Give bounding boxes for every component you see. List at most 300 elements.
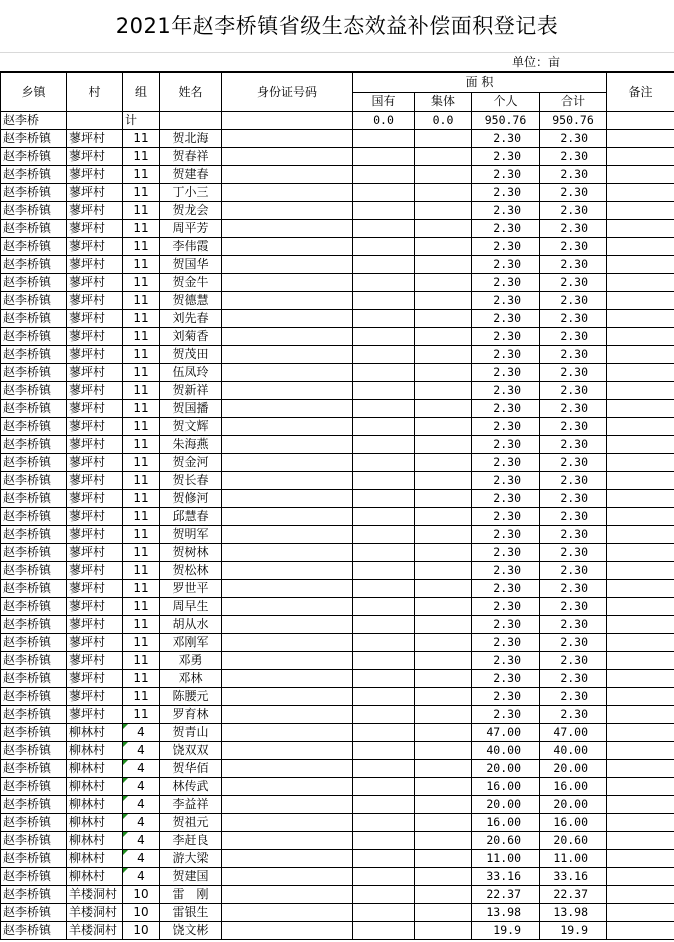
id-number-cell	[222, 310, 353, 328]
note-cell	[607, 886, 674, 904]
personal-area-cell: 16.00	[472, 814, 540, 832]
collective-area-cell	[415, 274, 472, 292]
note-cell	[607, 436, 674, 454]
note-cell	[607, 616, 674, 634]
state-area-cell	[353, 580, 415, 598]
id-number-cell	[222, 616, 353, 634]
personal-area-cell: 2.30	[472, 364, 540, 382]
name-cell: 雷 刚	[160, 886, 222, 904]
table-row	[1, 670, 674, 688]
state-area-cell	[353, 616, 415, 634]
total-area-cell: 2.30	[540, 562, 607, 580]
town-cell: 赵李桥镇	[1, 544, 67, 562]
state-area-cell	[353, 148, 415, 166]
table-row	[1, 274, 674, 292]
total-area-cell: 2.30	[540, 454, 607, 472]
id-number-cell	[222, 598, 353, 616]
table-row	[1, 886, 674, 904]
table-row	[1, 544, 674, 562]
group-cell: 11	[123, 184, 160, 202]
table-row	[1, 130, 674, 148]
total-area-cell: 2.30	[540, 148, 607, 166]
personal-area-cell: 2.30	[472, 508, 540, 526]
village-cell: 柳林村	[67, 850, 123, 868]
header-personal: 个人	[472, 92, 540, 112]
personal-area-cell: 20.00	[472, 760, 540, 778]
id-number-cell	[222, 634, 353, 652]
group-cell: 4	[123, 868, 160, 886]
name-cell: 贺建春	[160, 166, 222, 184]
town-cell: 赵李桥镇	[1, 472, 67, 490]
table-row	[1, 202, 674, 220]
group-cell: 11	[123, 670, 160, 688]
collective-area-cell	[415, 724, 472, 742]
town-cell: 赵李桥镇	[1, 274, 67, 292]
total-area-cell: 2.30	[540, 310, 607, 328]
personal-area-cell: 2.30	[472, 148, 540, 166]
table-row	[1, 400, 674, 418]
total-area-cell: 33.16	[540, 868, 607, 886]
id-number-cell	[222, 238, 353, 256]
town-cell: 赵李桥镇	[1, 454, 67, 472]
village-cell: 蓼坪村	[67, 598, 123, 616]
total-area-cell: 2.30	[540, 670, 607, 688]
state-area-cell	[353, 886, 415, 904]
name-cell: 邓勇	[160, 652, 222, 670]
personal-area-cell: 2.30	[472, 382, 540, 400]
total-area-cell: 2.30	[540, 544, 607, 562]
total-area-cell: 2.30	[540, 292, 607, 310]
table-row	[1, 598, 674, 616]
state-area-cell	[353, 256, 415, 274]
state-area-cell	[353, 742, 415, 760]
note-cell	[607, 778, 674, 796]
id-number-cell	[222, 526, 353, 544]
village-cell: 蓼坪村	[67, 544, 123, 562]
group-cell: 11	[123, 382, 160, 400]
collective-area-cell	[415, 256, 472, 274]
town-cell: 赵李桥镇	[1, 688, 67, 706]
table-row	[1, 310, 674, 328]
group-cell: 4	[123, 778, 160, 796]
name-cell: 罗育林	[160, 706, 222, 724]
note-cell	[607, 796, 674, 814]
name-cell: 贺松林	[160, 562, 222, 580]
summary-total: 950.76	[540, 112, 607, 130]
note-cell	[607, 688, 674, 706]
note-cell	[607, 148, 674, 166]
note-cell	[607, 220, 674, 238]
group-cell: 11	[123, 256, 160, 274]
town-cell: 赵李桥镇	[1, 562, 67, 580]
town-cell: 赵李桥镇	[1, 310, 67, 328]
personal-area-cell: 22.37	[472, 886, 540, 904]
group-cell: 11	[123, 148, 160, 166]
note-cell	[607, 634, 674, 652]
personal-area-cell: 20.60	[472, 832, 540, 850]
group-cell: 11	[123, 130, 160, 148]
village-cell: 蓼坪村	[67, 202, 123, 220]
name-cell: 周早生	[160, 598, 222, 616]
personal-area-cell: 33.16	[472, 868, 540, 886]
name-cell: 饶双双	[160, 742, 222, 760]
table-row	[1, 238, 674, 256]
group-cell: 10	[123, 904, 160, 922]
id-number-cell	[222, 706, 353, 724]
table-row	[1, 418, 674, 436]
table-row	[1, 382, 674, 400]
note-cell	[607, 706, 674, 724]
personal-area-cell: 40.00	[472, 742, 540, 760]
total-area-cell: 2.30	[540, 652, 607, 670]
note-cell	[607, 904, 674, 922]
group-cell: 4	[123, 742, 160, 760]
town-cell: 赵李桥镇	[1, 580, 67, 598]
personal-area-cell: 2.30	[472, 130, 540, 148]
town-cell: 赵李桥镇	[1, 418, 67, 436]
group-cell: 11	[123, 652, 160, 670]
name-cell: 李赶良	[160, 832, 222, 850]
state-area-cell	[353, 526, 415, 544]
village-cell: 蓼坪村	[67, 526, 123, 544]
note-cell	[607, 526, 674, 544]
name-cell: 贺青山	[160, 724, 222, 742]
note-cell	[607, 652, 674, 670]
name-cell: 贺文辉	[160, 418, 222, 436]
collective-area-cell	[415, 364, 472, 382]
id-number-cell	[222, 436, 353, 454]
total-area-cell: 2.30	[540, 346, 607, 364]
table-row	[1, 364, 674, 382]
collective-area-cell	[415, 544, 472, 562]
personal-area-cell: 2.30	[472, 616, 540, 634]
collective-area-cell	[415, 130, 472, 148]
collective-area-cell	[415, 778, 472, 796]
table-row	[1, 436, 674, 454]
village-cell: 蓼坪村	[67, 688, 123, 706]
personal-area-cell: 2.30	[472, 562, 540, 580]
state-area-cell	[353, 544, 415, 562]
note-cell	[607, 418, 674, 436]
table-row	[1, 616, 674, 634]
village-cell: 蓼坪村	[67, 148, 123, 166]
village-cell: 蓼坪村	[67, 328, 123, 346]
town-cell: 赵李桥镇	[1, 202, 67, 220]
collective-area-cell	[415, 814, 472, 832]
id-number-cell	[222, 400, 353, 418]
table-row	[1, 760, 674, 778]
id-number-cell	[222, 760, 353, 778]
name-cell: 贺建国	[160, 868, 222, 886]
town-cell: 赵李桥镇	[1, 364, 67, 382]
state-area-cell	[353, 418, 415, 436]
personal-area-cell: 2.30	[472, 184, 540, 202]
group-cell: 11	[123, 238, 160, 256]
id-number-cell	[222, 184, 353, 202]
note-cell	[607, 454, 674, 472]
town-cell: 赵李桥镇	[1, 706, 67, 724]
note-cell	[607, 328, 674, 346]
state-area-cell	[353, 310, 415, 328]
name-cell: 贺新祥	[160, 382, 222, 400]
name-cell: 林传武	[160, 778, 222, 796]
registration-table	[0, 72, 674, 940]
group-cell: 11	[123, 418, 160, 436]
village-cell: 蓼坪村	[67, 670, 123, 688]
group-cell: 4	[123, 724, 160, 742]
note-cell	[607, 166, 674, 184]
table-row	[1, 832, 674, 850]
group-cell: 11	[123, 220, 160, 238]
collective-area-cell	[415, 400, 472, 418]
note-cell	[607, 850, 674, 868]
note-cell	[607, 292, 674, 310]
collective-area-cell	[415, 508, 472, 526]
collective-area-cell	[415, 742, 472, 760]
town-cell: 赵李桥镇	[1, 868, 67, 886]
collective-area-cell	[415, 526, 472, 544]
header-collective: 集体	[415, 92, 472, 112]
collective-area-cell	[415, 904, 472, 922]
total-area-cell: 2.30	[540, 490, 607, 508]
note-cell	[607, 184, 674, 202]
name-cell: 朱海燕	[160, 436, 222, 454]
collective-area-cell	[415, 490, 472, 508]
total-area-cell: 2.30	[540, 256, 607, 274]
state-area-cell	[353, 166, 415, 184]
personal-area-cell: 2.30	[472, 328, 540, 346]
collective-area-cell	[415, 922, 472, 940]
group-cell: 4	[123, 760, 160, 778]
group-cell: 11	[123, 346, 160, 364]
id-number-cell	[222, 202, 353, 220]
group-cell: 11	[123, 436, 160, 454]
collective-area-cell	[415, 220, 472, 238]
name-cell: 周平芳	[160, 220, 222, 238]
village-cell: 蓼坪村	[67, 436, 123, 454]
summary-collective: 0.0	[415, 112, 472, 130]
town-cell: 赵李桥镇	[1, 526, 67, 544]
village-cell: 蓼坪村	[67, 346, 123, 364]
town-cell: 赵李桥镇	[1, 922, 67, 940]
village-cell: 蓼坪村	[67, 562, 123, 580]
state-area-cell	[353, 220, 415, 238]
name-cell: 贺修河	[160, 490, 222, 508]
state-area-cell	[353, 202, 415, 220]
id-number-cell	[222, 274, 353, 292]
header-note: 备注	[607, 73, 674, 112]
total-area-cell: 11.00	[540, 850, 607, 868]
name-cell: 贺德慧	[160, 292, 222, 310]
total-area-cell: 2.30	[540, 436, 607, 454]
note-cell	[607, 490, 674, 508]
collective-area-cell	[415, 760, 472, 778]
name-cell: 贺金牛	[160, 274, 222, 292]
table-row	[1, 490, 674, 508]
group-cell: 11	[123, 202, 160, 220]
collective-area-cell	[415, 706, 472, 724]
summary-state: 0.0	[353, 112, 415, 130]
village-cell: 柳林村	[67, 868, 123, 886]
state-area-cell	[353, 346, 415, 364]
village-cell: 蓼坪村	[67, 454, 123, 472]
collective-area-cell	[415, 562, 472, 580]
group-cell: 11	[123, 544, 160, 562]
name-cell: 贺长春	[160, 472, 222, 490]
group-cell: 11	[123, 292, 160, 310]
id-number-cell	[222, 724, 353, 742]
group-cell: 11	[123, 634, 160, 652]
village-cell: 蓼坪村	[67, 184, 123, 202]
name-cell: 邓林	[160, 670, 222, 688]
id-number-cell	[222, 778, 353, 796]
collective-area-cell	[415, 580, 472, 598]
town-cell: 赵李桥镇	[1, 742, 67, 760]
personal-area-cell: 47.00	[472, 724, 540, 742]
note-cell	[607, 202, 674, 220]
table-row	[1, 814, 674, 832]
total-area-cell: 2.30	[540, 472, 607, 490]
state-area-cell	[353, 796, 415, 814]
collective-area-cell	[415, 472, 472, 490]
note-cell	[607, 760, 674, 778]
id-number-cell	[222, 508, 353, 526]
group-cell: 11	[123, 166, 160, 184]
village-cell: 蓼坪村	[67, 652, 123, 670]
town-cell: 赵李桥镇	[1, 724, 67, 742]
table-row	[1, 562, 674, 580]
total-area-cell: 2.30	[540, 184, 607, 202]
id-number-cell	[222, 166, 353, 184]
group-cell: 11	[123, 580, 160, 598]
name-cell: 贺龙会	[160, 202, 222, 220]
town-cell: 赵李桥镇	[1, 148, 67, 166]
group-cell: 11	[123, 490, 160, 508]
personal-area-cell: 2.30	[472, 598, 540, 616]
village-cell: 蓼坪村	[67, 364, 123, 382]
name-cell: 贺北海	[160, 130, 222, 148]
total-area-cell: 19.9	[540, 922, 607, 940]
note-cell	[607, 544, 674, 562]
personal-area-cell: 2.30	[472, 310, 540, 328]
total-area-cell: 22.37	[540, 886, 607, 904]
id-number-cell	[222, 814, 353, 832]
town-cell: 赵李桥镇	[1, 760, 67, 778]
collective-area-cell	[415, 868, 472, 886]
note-cell	[607, 598, 674, 616]
table-row	[1, 346, 674, 364]
table-row	[1, 526, 674, 544]
group-cell: 11	[123, 328, 160, 346]
state-area-cell	[353, 490, 415, 508]
unit-label: 单位：亩	[512, 55, 561, 69]
name-cell: 邱慧春	[160, 508, 222, 526]
collective-area-cell	[415, 184, 472, 202]
total-area-cell: 2.30	[540, 364, 607, 382]
name-cell: 胡从水	[160, 616, 222, 634]
group-cell: 11	[123, 598, 160, 616]
collective-area-cell	[415, 796, 472, 814]
village-cell: 柳林村	[67, 724, 123, 742]
note-cell	[607, 382, 674, 400]
collective-area-cell	[415, 598, 472, 616]
collective-area-cell	[415, 886, 472, 904]
table-row	[1, 724, 674, 742]
name-cell: 刘先春	[160, 310, 222, 328]
village-cell: 蓼坪村	[67, 220, 123, 238]
state-area-cell	[353, 670, 415, 688]
group-cell: 10	[123, 886, 160, 904]
id-number-cell	[222, 130, 353, 148]
personal-area-cell: 2.30	[472, 346, 540, 364]
total-area-cell: 47.00	[540, 724, 607, 742]
header-id-number: 身份证号码	[222, 73, 353, 112]
name-cell: 贺茂田	[160, 346, 222, 364]
id-number-cell	[222, 850, 353, 868]
personal-area-cell: 19.9	[472, 922, 540, 940]
town-cell: 赵李桥镇	[1, 220, 67, 238]
id-number-cell	[222, 148, 353, 166]
collective-area-cell	[415, 166, 472, 184]
table-row	[1, 472, 674, 490]
name-cell: 贺金河	[160, 454, 222, 472]
total-area-cell: 13.98	[540, 904, 607, 922]
village-cell: 蓼坪村	[67, 130, 123, 148]
town-cell: 赵李桥镇	[1, 238, 67, 256]
id-number-cell	[222, 382, 353, 400]
collective-area-cell	[415, 616, 472, 634]
town-cell: 赵李桥镇	[1, 634, 67, 652]
collective-area-cell	[415, 850, 472, 868]
name-cell: 贺国华	[160, 256, 222, 274]
personal-area-cell: 2.30	[472, 202, 540, 220]
village-cell: 蓼坪村	[67, 400, 123, 418]
id-number-cell	[222, 544, 353, 562]
table-row	[1, 652, 674, 670]
town-cell: 赵李桥镇	[1, 490, 67, 508]
town-cell: 赵李桥镇	[1, 292, 67, 310]
id-number-cell	[222, 256, 353, 274]
note-cell	[607, 922, 674, 940]
note-cell	[607, 580, 674, 598]
total-area-cell: 2.30	[540, 166, 607, 184]
town-cell: 赵李桥镇	[1, 166, 67, 184]
village-cell: 柳林村	[67, 760, 123, 778]
town-cell: 赵李桥镇	[1, 670, 67, 688]
id-number-cell	[222, 490, 353, 508]
table-row	[1, 454, 674, 472]
collective-area-cell	[415, 292, 472, 310]
state-area-cell	[353, 760, 415, 778]
name-cell: 罗世平	[160, 580, 222, 598]
total-area-cell: 2.30	[540, 238, 607, 256]
group-cell: 11	[123, 400, 160, 418]
personal-area-cell: 2.30	[472, 544, 540, 562]
name-cell: 贺明军	[160, 526, 222, 544]
town-cell: 赵李桥镇	[1, 436, 67, 454]
group-cell: 11	[123, 562, 160, 580]
personal-area-cell: 2.30	[472, 688, 540, 706]
total-area-cell: 2.30	[540, 526, 607, 544]
note-cell	[607, 472, 674, 490]
summary-id	[222, 112, 353, 130]
village-cell: 柳林村	[67, 742, 123, 760]
personal-area-cell: 2.30	[472, 526, 540, 544]
header-state-owned: 国有	[353, 92, 415, 112]
total-area-cell: 20.60	[540, 832, 607, 850]
state-area-cell	[353, 904, 415, 922]
group-cell: 4	[123, 850, 160, 868]
